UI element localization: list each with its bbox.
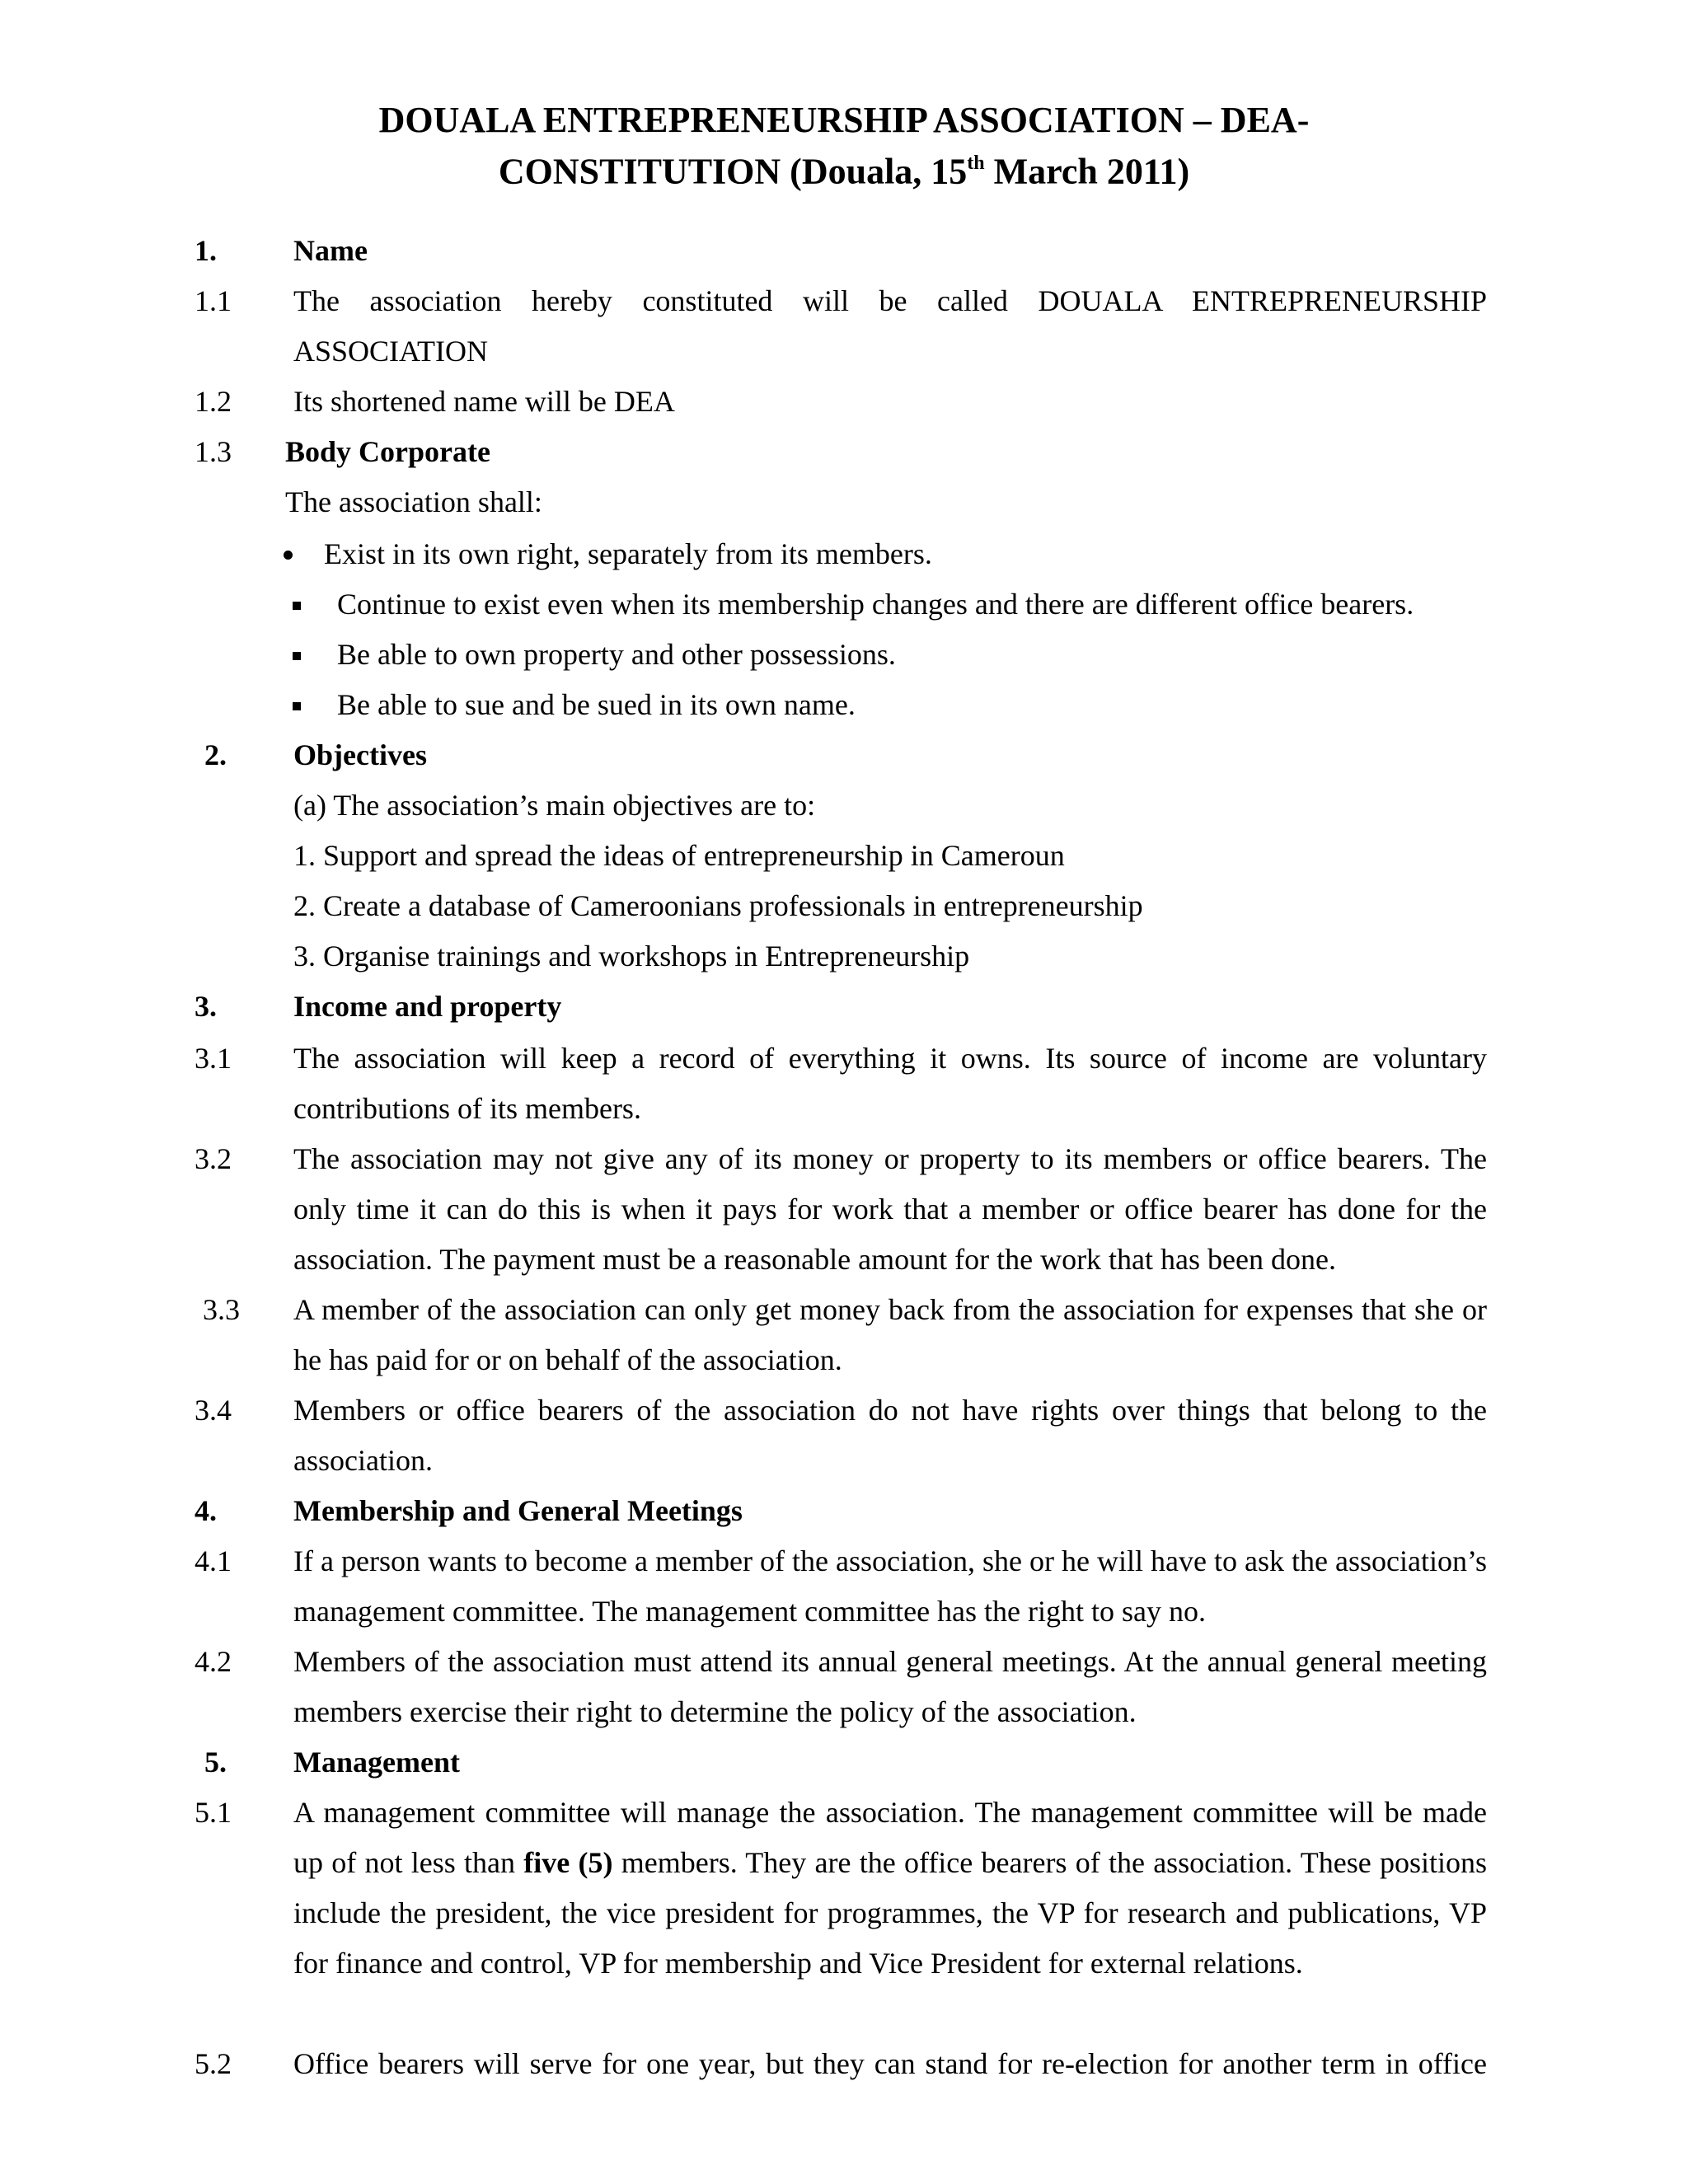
clause-3-1-text: The association will keep a record of everything it owns. Its source of income are voluntary contributions of its members. bbox=[293, 1042, 1487, 1125]
bullet-item: Continue to exist even when its membership changes and there are different office bearers. bbox=[293, 579, 1414, 630]
bullet-dot-icon bbox=[284, 551, 293, 560]
clause-4-2-text: Members of the association must attend its annual general meetings. At the annual general meeting members exercise their right to determine the policy of the association. bbox=[293, 1645, 1487, 1728]
section-2-heading: Objectives bbox=[293, 738, 427, 771]
bullet-item: Be able to sue and be sued in its own name. bbox=[293, 680, 856, 730]
clause-5-2-text: Office bearers will serve for one year, but they can stand for re-election for another term in office bbox=[293, 2047, 1487, 2080]
section-2-intro: (a) The association’s main objectives are to: bbox=[293, 789, 816, 822]
clause-3-4-number: 3.4 bbox=[195, 1394, 232, 1427]
section-1-number: 1. bbox=[195, 234, 217, 267]
clause-1-3-intro: The association shall: bbox=[285, 485, 542, 518]
clause-1-1-line-2: ASSOCIATION bbox=[293, 335, 489, 368]
clause-1-1-number: 1.1 bbox=[195, 284, 232, 317]
objective-item: 1. Support and spread the ideas of entrepreneurship in Cameroun bbox=[293, 839, 1065, 872]
section-3-heading: Income and property bbox=[293, 990, 562, 1023]
section-5-number: 5. bbox=[204, 1746, 227, 1779]
clause-5-2-number: 5.2 bbox=[195, 2047, 232, 2080]
clause-3-2-text: The association may not give any of its money or property to its members or office bearers. The only time it can do this is when it pays for work that a member or office bearer has done for the association. The payment must be a reasonable amount for the work that has been done. bbox=[293, 1142, 1487, 1276]
clause-1-3-heading: Body Corporate bbox=[285, 435, 490, 468]
clause-4-2-number: 4.2 bbox=[195, 1645, 232, 1678]
section-4-heading: Membership and General Meetings bbox=[293, 1494, 743, 1527]
clause-3-1-number: 3.1 bbox=[195, 1042, 232, 1075]
clause-1-2-number: 1.2 bbox=[195, 385, 232, 418]
square-bullet-icon bbox=[293, 602, 301, 610]
section-1-heading: Name bbox=[293, 234, 368, 267]
clause-5-1-number: 5.1 bbox=[195, 1796, 232, 1829]
square-bullet-icon bbox=[293, 652, 301, 660]
document-title-line-1: DOUALA ENTREPRENEURSHIP ASSOCIATION – DEA- bbox=[378, 100, 1310, 140]
objective-item: 2. Create a database of Cameroonians professionals in entrepreneurship bbox=[293, 889, 1143, 922]
clause-1-2-text: Its shortened name will be DEA bbox=[293, 385, 675, 418]
bullet-item: Be able to own property and other possessions. bbox=[293, 630, 896, 680]
clause-1-1-line-1: The association hereby constituted will be called DOUALA ENTREPRENEURSHIP bbox=[293, 284, 1487, 317]
section-2-number: 2. bbox=[204, 738, 227, 771]
objective-item: 3. Organise trainings and workshops in Entrepreneurship bbox=[293, 940, 970, 972]
clause-3-3-text: A member of the association can only get money back from the association for expenses that she or he has paid for or on behalf of the association. bbox=[293, 1293, 1487, 1376]
clause-1-3-number: 1.3 bbox=[195, 435, 232, 468]
square-bullet-icon bbox=[293, 702, 301, 710]
section-4-number: 4. bbox=[195, 1494, 217, 1527]
clause-4-1-number: 4.1 bbox=[195, 1544, 232, 1577]
bullet-item: Exist in its own right, separately from its members. bbox=[284, 529, 932, 579]
clause-3-4-text: Members or office bearers of the association do not have rights over things that belong to the association. bbox=[293, 1394, 1487, 1477]
clause-3-3-number: 3.3 bbox=[203, 1293, 240, 1326]
section-3-number: 3. bbox=[195, 990, 217, 1023]
clause-3-2-number: 3.2 bbox=[195, 1142, 232, 1175]
section-5-heading: Management bbox=[293, 1746, 460, 1779]
clause-5-1-text: A management committee will manage the association. The management committee will be made up of not less than five (5) members. They are the office bearers of the association. These positions include the president, the vice president for programmes, the VP for research and publications, VP for finance and control, VP for membership and Vice President for external relations. bbox=[293, 1796, 1487, 1980]
clause-4-1-text: If a person wants to become a member of the association, she or he will have to ask the association’s management committee. The management committee has the right to say no. bbox=[293, 1544, 1487, 1628]
document-title-line-2: CONSTITUTION (Douala, 15th March 2011) bbox=[498, 151, 1190, 192]
